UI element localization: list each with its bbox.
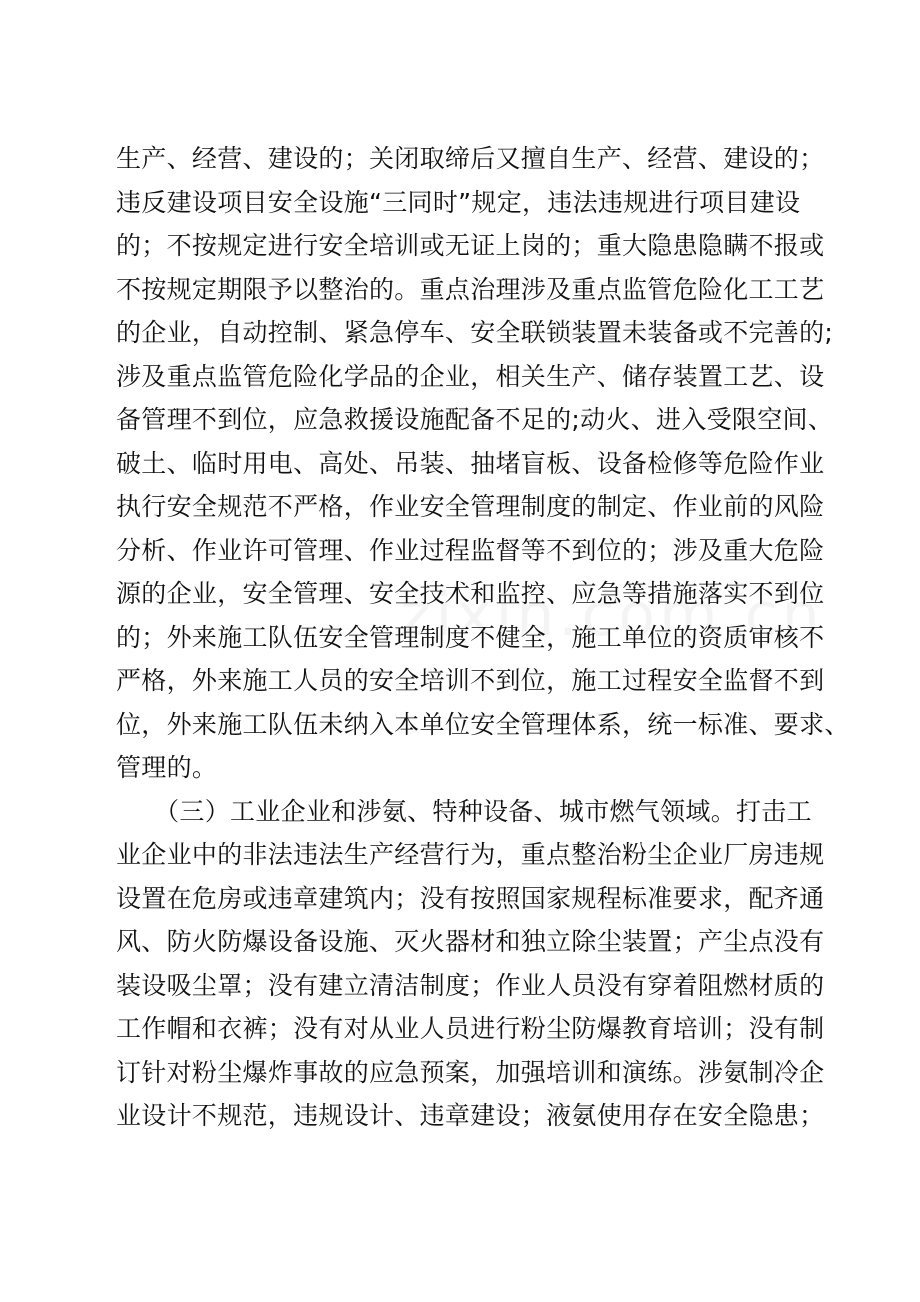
text-line: 业设计不规范，违规设计、违章建设；液氨使用存在安全隐患；	[116, 1101, 825, 1130]
text-line: 源的企业，安全管理、安全技术和监控、应急等措施落实不到位	[116, 579, 825, 608]
text-line: 的企业，自动控制、紧急停车、安全联锁装置未装备或不完善的;	[116, 318, 834, 347]
text-line: 违反建设项目安全设施“三同时”规定，违法违规进行项目建设	[116, 187, 801, 217]
text-line: 执行安全规范不严格，作业安全管理制度的制定、作业前的风险	[116, 492, 825, 521]
document-body	[116, 137, 850, 1138]
text-line: 装设吸尘罩；没有建立清洁制度；作业人员没有穿着阻燃材质的	[116, 970, 825, 1000]
text-line: 严格，外来施工人员的安全培训不到位，施工过程安全监督不到	[116, 666, 825, 695]
text-line: 分析、作业许可管理、作业过程监督等不到位的；涉及重大危险	[116, 535, 825, 565]
text-line: 订针对粉尘爆炸事故的应急预案，加强培训和演练。涉氨制冷企	[116, 1057, 825, 1087]
text-line: 的；外来施工队伍安全管理制度不健全，施工单位的资质审核不	[116, 622, 825, 652]
text-line: 业企业中的非法违法生产经营行为，重点整治粉尘企业厂房违规	[116, 840, 825, 869]
text-line: 工作帽和衣裤；没有对从业人员进行粉尘防爆教育培训；没有制	[116, 1014, 825, 1043]
text-line: 风、防火防爆设备设施、灭火器材和独立除尘装置；产尘点没有	[116, 927, 825, 956]
text-line: 的；不按规定进行安全培训或无证上岗的；重大隐患隐瞒不报或	[116, 231, 825, 260]
text-line: 涉及重点监管危险化学品的企业，相关生产、储存装置工艺、设	[116, 361, 825, 391]
text-line: 不按规定期限予以整治的。重点治理涉及重点监管危险化工工艺	[116, 274, 825, 304]
text-line: 位，外来施工队伍未纳入本单位安全管理体系，统一标准、要求、	[116, 709, 850, 739]
text-line: 破土、临时用电、高处、吊装、抽堵盲板、设备检修等危险作业	[116, 448, 825, 478]
text-line: 备管理不到位，应急救援设施配备不足的;动火、进入受限空间、	[116, 405, 834, 434]
section-heading-line: （三）工业企业和涉氨、特种设备、城市燃气领域。打击工	[116, 796, 812, 826]
text-line: 设置在危房或违章建筑内；没有按照国家规程标准要求，配齐通	[116, 883, 825, 913]
text-line: 生产、经营、建设的；关闭取缔后又擅自生产、经营、建设的；	[116, 144, 825, 173]
text-line: 管理的。	[116, 753, 218, 782]
